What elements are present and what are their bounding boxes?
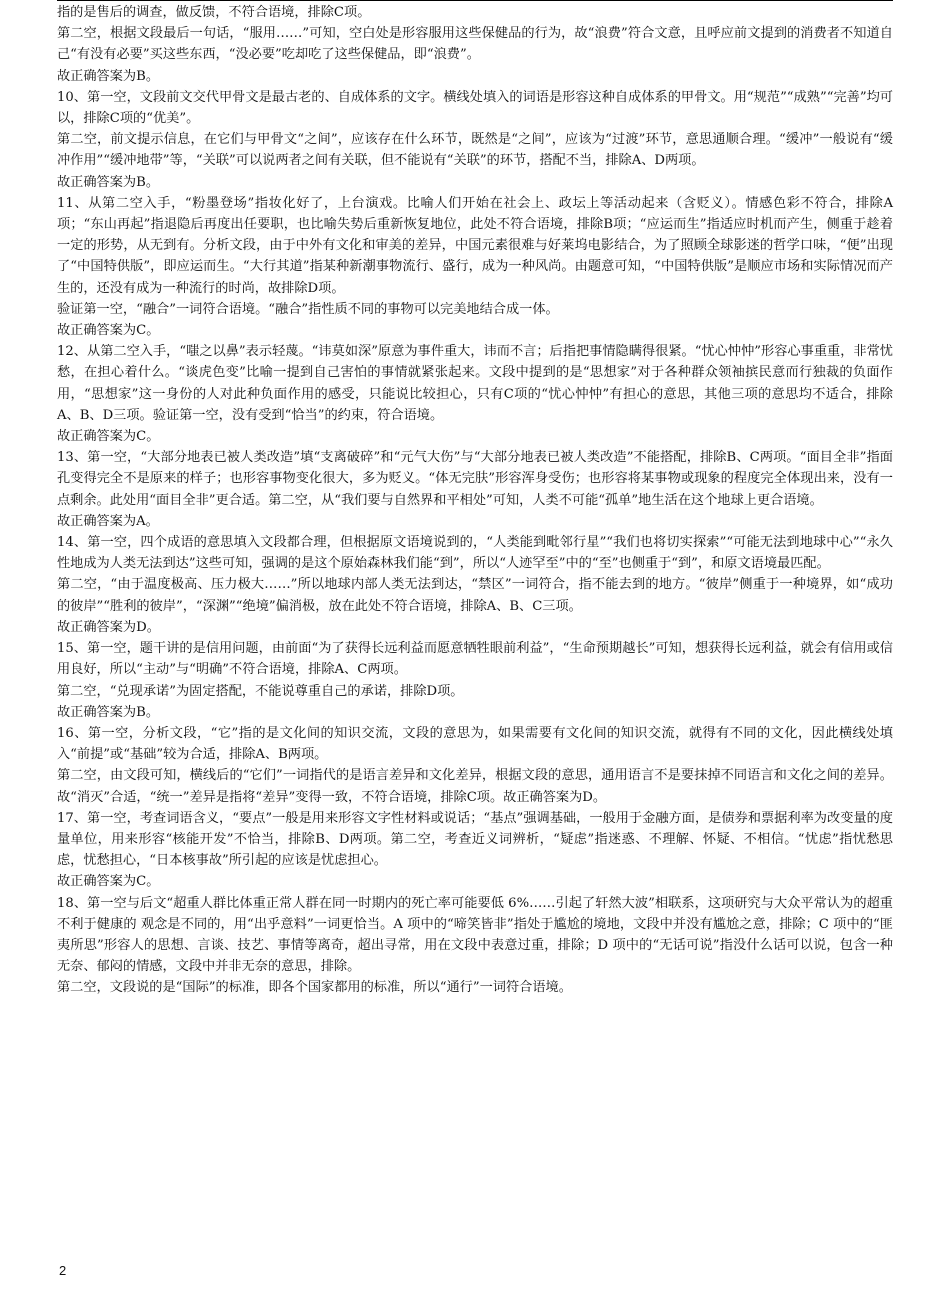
paragraph: 验证第一空，“融合”一词符合语境。“融合”指性质不同的事物可以完美地结合成一体。 [57,301,559,317]
paragraph: 10、第一空，文段前文交代甲骨文是最古老的、自成体系的文字。横线处填入的词语是形容这种自成体系的甲骨文。用“规范”“成熟”“完善”均可以，排除C项的“优美”。 [57,89,893,127]
paragraph: 第二空，由文段可知，横线后的“它们”一词指代的是语言差异和文化差异，根据文段的意思，通用语言不是要抹掉不同语言和文化之间的差异。故“消灭”合适，“统一”差异是指将“差异”变得一致，不符合语境，排除C项。故正确答案为D。 [57,768,893,805]
paragraph: 18、第一空与后文“超重人群比体重正常人群在同一时期内的死亡率可能要低 6%……引起了轩然大波”相联系，这项研究与大众平常认为的超重不利于健康的 观念是不同的，用“出乎意料”一词更恰当。A 项中的“啼笑皆非”指处于尴尬的境地，文段中并没有尴尬之意，排除；C 项中的“匪夷所思”形容人的思想、言谈、技艺、事情等离奇，超出寻常，用在文段中表意过重，排除；D 项中的“无话可说”指没什么话可以说，包含一种无奈、郁闷的情感，文段中并非无奈的意思，排除。 [57,895,893,975]
answer-line: 故正确答案为B。 [57,174,160,190]
answer-line: 故正确答案为D。 [57,619,160,635]
answer-line: 故正确答案为C。 [57,429,160,445]
answer-line: 故正确答案为B。 [57,704,160,720]
answer-explanations [57,2,893,999]
paragraph: 15、第一空，题干讲的是信用问题，由前面“为了获得长远利益而愿意牺牲眼前利益”，“生命预期越长”可知，想获得长远利益，就会有信用或信用良好，所以“主动”与“明确”不符合语境，排除A、C两项。 [57,641,893,678]
paragraph: 指的是售后的调查，做反馈，不符合语境，排除C项。 [57,5,371,20]
paragraph: 第二空，前文提示信息，在它们与甲骨文“之间”，应该存在什么环节，既然是“之间”，应该为“过渡”环节，意思通顺合理。“缓冲”一般说有“缓冲作用”“缓冲地带”等，“关联”可以说两者之间有关联，但不能说有“关联”的环节，搭配不当，排除A、D两项。 [57,132,893,169]
answer-line: 故正确答案为B。 [57,68,160,84]
paragraph: 第二空，根据文段最后一句话，“服用……”可知，空白处是形容服用这些保健品的行为，故“浪费”符合文意，且呼应前文提到的消费者不知道自己“有没有必要”买这些东西，“没必要”吃却吃了这些保健品，即“浪费”。 [57,26,893,63]
paragraph: 第二空，文段说的是“国际”的标准，即各个国家都用的标准，所以“通行”一词符合语境。 [57,980,572,996]
answer-line: 故正确答案为A。 [57,513,159,529]
paragraph: 11、从第二空入手，“粉墨登场”指妆化好了，上台演戏。比喻人们开始在社会上、政坛上等活动起来（含贬义）。情感色彩不符合，排除A项；“东山再起”指退隐后再度出任要职，也比喻失势后重新恢复地位，此处不符合语境，排除B项；“应运而生”指适应时机而产生，侧重于趁着一定的形势，从无到有。分析文段，由于中外有文化和审美的差异，中国元素很难与好莱坞电影结合，为了照顾全球影迷的哲学口味，“便”出现了“中国特供版”，即应运而生。“大行其道”指某种新潮事物流行、盛行，成为一种风尚。由题意可知，“中国特供版”是顺应市场和实际情况而产生的，还没有成为一种流行的时尚，故排除D项。 [57,195,893,296]
answer-line: 故正确答案为C。 [57,323,160,339]
paragraph: 17、第一空，考查词语含义，“要点”一般是用来形容文字性材料或说话；“基点”强调基础，一般用于金融方面，是债券和票据利率为改变量的度量单位，用来形容“核能开发”不恰当，排除B、D两项。第二空，考查近义词辨析，“疑虑”指迷惑、不理解、怀疑、不相信。“忧虑”指忧愁思虑，忧愁担心，“日本核事故”所引起的应该是忧虑担心。 [57,810,893,869]
paragraph: 第二空，“兑现承诺”为固定搭配，不能说尊重自己的承诺，排除D项。 [57,683,464,699]
paragraph: 第二空，“由于温度极高、压力极大……”所以地球内部人类无法到达，“禁区”一词符合，指不能去到的地方。“彼岸”侧重于一种境界，如“成功的彼岸”“胜利的彼岸”，“深渊”“绝境”偏消极，放在此处不符合语境，排除A、B、C三项。 [57,577,893,614]
paragraph: 13、第一空，“大部分地表已被人类改造”填“支离破碎”和“元气大伤”与“大部分地表已被人类改造”不能搭配，排除B、C两项。“面目全非”指面孔变得完全不是原来的样子；也形容事物变化很大，多为贬义。“体无完肤”形容浑身受伤；也形容将某事物或现象的程度完全体现出来，没有一点剩余。此处用“面目全非”更合适。第二空，从“我们要与自然界和平相处”可知，人类不可能“孤单”地生活在这个地球上更合语境。 [57,450,893,508]
paragraph: 16、第一空，分析文段，“它”指的是文化间的知识交流，文段的意思为，如果需要有文化间的知识交流，就得有不同的文化，因此横线处填入“前提”或“基础”较为合适，排除A、B两项。 [57,725,893,763]
page-number: 2 [59,1263,67,1278]
answer-line: 故正确答案为C。 [57,874,160,890]
paragraph: 12、从第二空入手，“嗤之以鼻”表示轻蔑。“讳莫如深”原意为事件重大，讳而不言；后指把事情隐瞒得很紧。“忧心忡忡”形容心事重重，非常忧愁，在担心着什么。“谈虎色变”比喻一提到自己害怕的事情就紧张起来。文段中提到的是“思想家”对于各种群众领袖摈民意而行独裁的负面作用，“思想家”这一身份的人对此种负面作用的感受，只能说比较担心，只有C项的“忧心忡忡”有担心的意思，其他三项的意思均不适合，排除A、B、D三项。验证第一空，没有受到“恰当”的约束，符合语境。 [57,344,893,423]
paragraph: 14、第一空，四个成语的意思填入文段都合理，但根据原文语境说到的，“人类能到毗邻行星”“我们也将切实探索”“可能无法到地球中心”“永久性地成为人类无法到达”这些可知，强调的是这个原始森林我们能“到”，所以“人迹罕至”中的“至”也侧重于“到”，和原文语境最匹配。 [57,535,893,572]
top-rule [57,0,893,1]
